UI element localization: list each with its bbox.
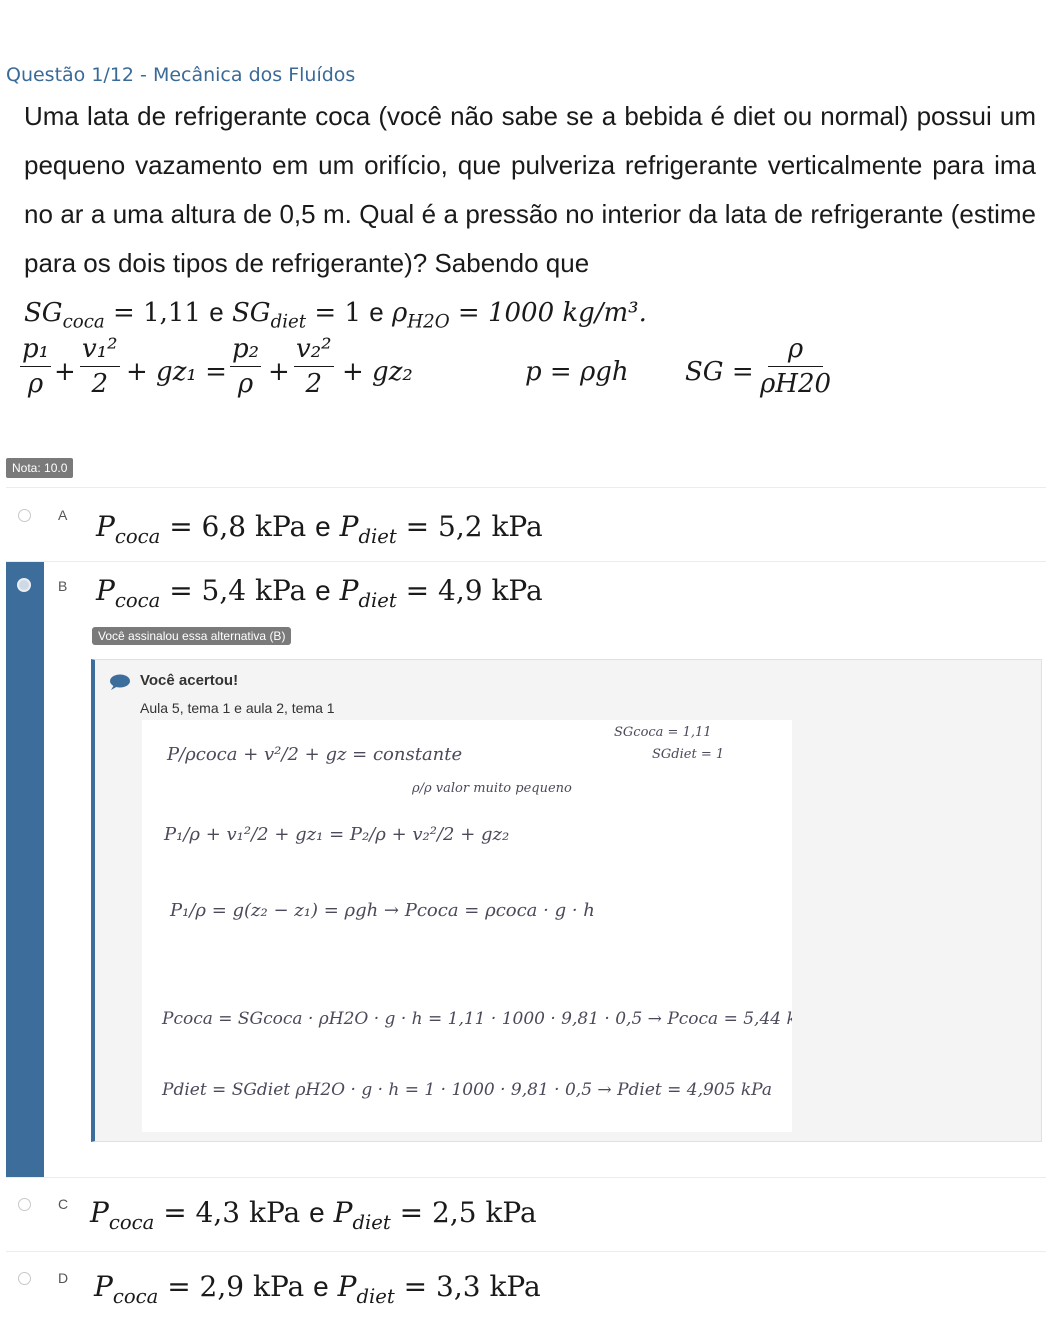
alternative-d-text: $P_{coca} = 2,9$ kPa e $P_{diet} = 3,3$ kPa — [94, 1270, 541, 1308]
grade-badge: Nota: 10.0 — [6, 458, 73, 478]
svg-text:ρ/ρ valor muito pequeno: ρ/ρ valor muito pequeno — [412, 781, 572, 796]
radio-b-selected-icon[interactable] — [17, 578, 31, 592]
hydrostatic-formula: p = ρgh — [525, 357, 629, 387]
radio-c-icon[interactable] — [18, 1198, 31, 1211]
formula-row: $\frac{\text{p₁}}{\rho}$ + $\frac{\text{v₁²}}{2}$ + gz₁ = $\frac{\text{p₂}}{\rho}$ + $\frac{\text{v₂²}}{2}$ + gz₂ p = ρgh SG = $\frac{\rho}{\rho H20}$ — [22, 334, 832, 399]
alternative-b-text: $P_{coca} = 5,4$ kPa e $P_{diet} = 4,9$ kPa — [96, 574, 543, 612]
radio-d-icon[interactable] — [18, 1272, 31, 1285]
speech-bubble-icon — [109, 674, 131, 690]
feedback-panel — [91, 659, 1042, 1142]
alternative-c[interactable] — [6, 1177, 1046, 1252]
feedback-title: Você acertou! — [140, 672, 239, 689]
svg-text:P₁/ρ = g(z₂ − z₁) = ρgh → Pcoc: P₁/ρ = g(z₂ − z₁) = ρgh → Pcoca = ρcoca · g · h — [170, 900, 595, 921]
question-text — [24, 92, 1036, 346]
selected-alternative-badge: Você assinalou essa alternativa (B) — [92, 627, 291, 645]
alternative-d[interactable] — [6, 1251, 1046, 1326]
alternative-letter: A — [58, 507, 68, 523]
alternative-letter: D — [58, 1270, 69, 1286]
alternative-a[interactable] — [6, 487, 1046, 560]
alternative-letter: C — [58, 1196, 69, 1212]
fraction-v1-2: $\frac{\text{v₁²}}{2}$ — [82, 334, 118, 399]
feedback-subtitle: Aula 5, tema 1 e aula 2, tema 1 — [140, 700, 335, 716]
svg-text:SGcoca = 1,11: SGcoca = 1,11 — [614, 725, 712, 740]
fraction-sg: $\frac{\rho}{\rho H20}$ — [760, 334, 832, 399]
svg-text:P₁/ρ + v₁²/2 + gz₁ = P₂/ρ + v₂: P₁/ρ + v₁²/2 + gz₁ = P₂/ρ + v₂²/2 + gz₂ — [164, 824, 510, 845]
alternative-letter: B — [58, 578, 68, 594]
sg-line: $SG_{coca} = 1,11$ e $SG_{diet} = 1$ e $\rho_{H2O} = 1000$ kg/m³. — [24, 297, 647, 333]
fraction-p1-rho: $\frac{\text{p₁}}{\rho}$ — [22, 334, 50, 399]
svg-text:Pdiet = SGdiet ρH2O · g · h =: Pdiet = SGdiet ρH2O · g · h = 1 · 1000 · 9,81 · 0,5 → Pdiet = 4,905 kPa — [162, 1080, 772, 1100]
fraction-p2-rho: $\frac{\text{p₂}}{\rho}$ — [232, 334, 260, 399]
svg-text:P/ρcoca + v²/2 + gz = constant: P/ρcoca + v²/2 + gz = constante — [167, 744, 463, 765]
handwritten-solution-image — [142, 720, 792, 1132]
fraction-v2-2: $\frac{\text{v₂²}}{2}$ — [296, 334, 332, 399]
svg-text:Pcoca = SGcoca · ρH2O · g · h: Pcoca = SGcoca · ρH2O · g · h = 1,11 · 1000 · 9,81 · 0,5 → Pcoca = 5,44 kPa — [162, 1009, 792, 1029]
svg-text:SGdiet = 1: SGdiet = 1 — [652, 747, 725, 762]
question-body: Uma lata de refrigerante coca (você não sabe se a bebida é diet ou normal) possui um pequeno vazamento em um orifício, que pulveriza refrigerante verticalmente para ima no ar a uma altura de 0,5 m. Qual é a pressão no interior da lata de refrigerante (estime para os dois tipos de refrigerante)? Sabendo que — [24, 101, 1036, 278]
radio-a-icon[interactable] — [18, 509, 31, 522]
question-header: Questão 1/12 - Mecânica dos Fluídos — [6, 64, 356, 86]
alternative-a-text: $P_{coca} = 6,8$ kPa e $P_{diet} = 5,2$ kPa — [96, 510, 543, 548]
alternative-c-text: $P_{coca} = 4,3$ kPa e $P_{diet} = 2,5$ kPa — [90, 1196, 537, 1234]
